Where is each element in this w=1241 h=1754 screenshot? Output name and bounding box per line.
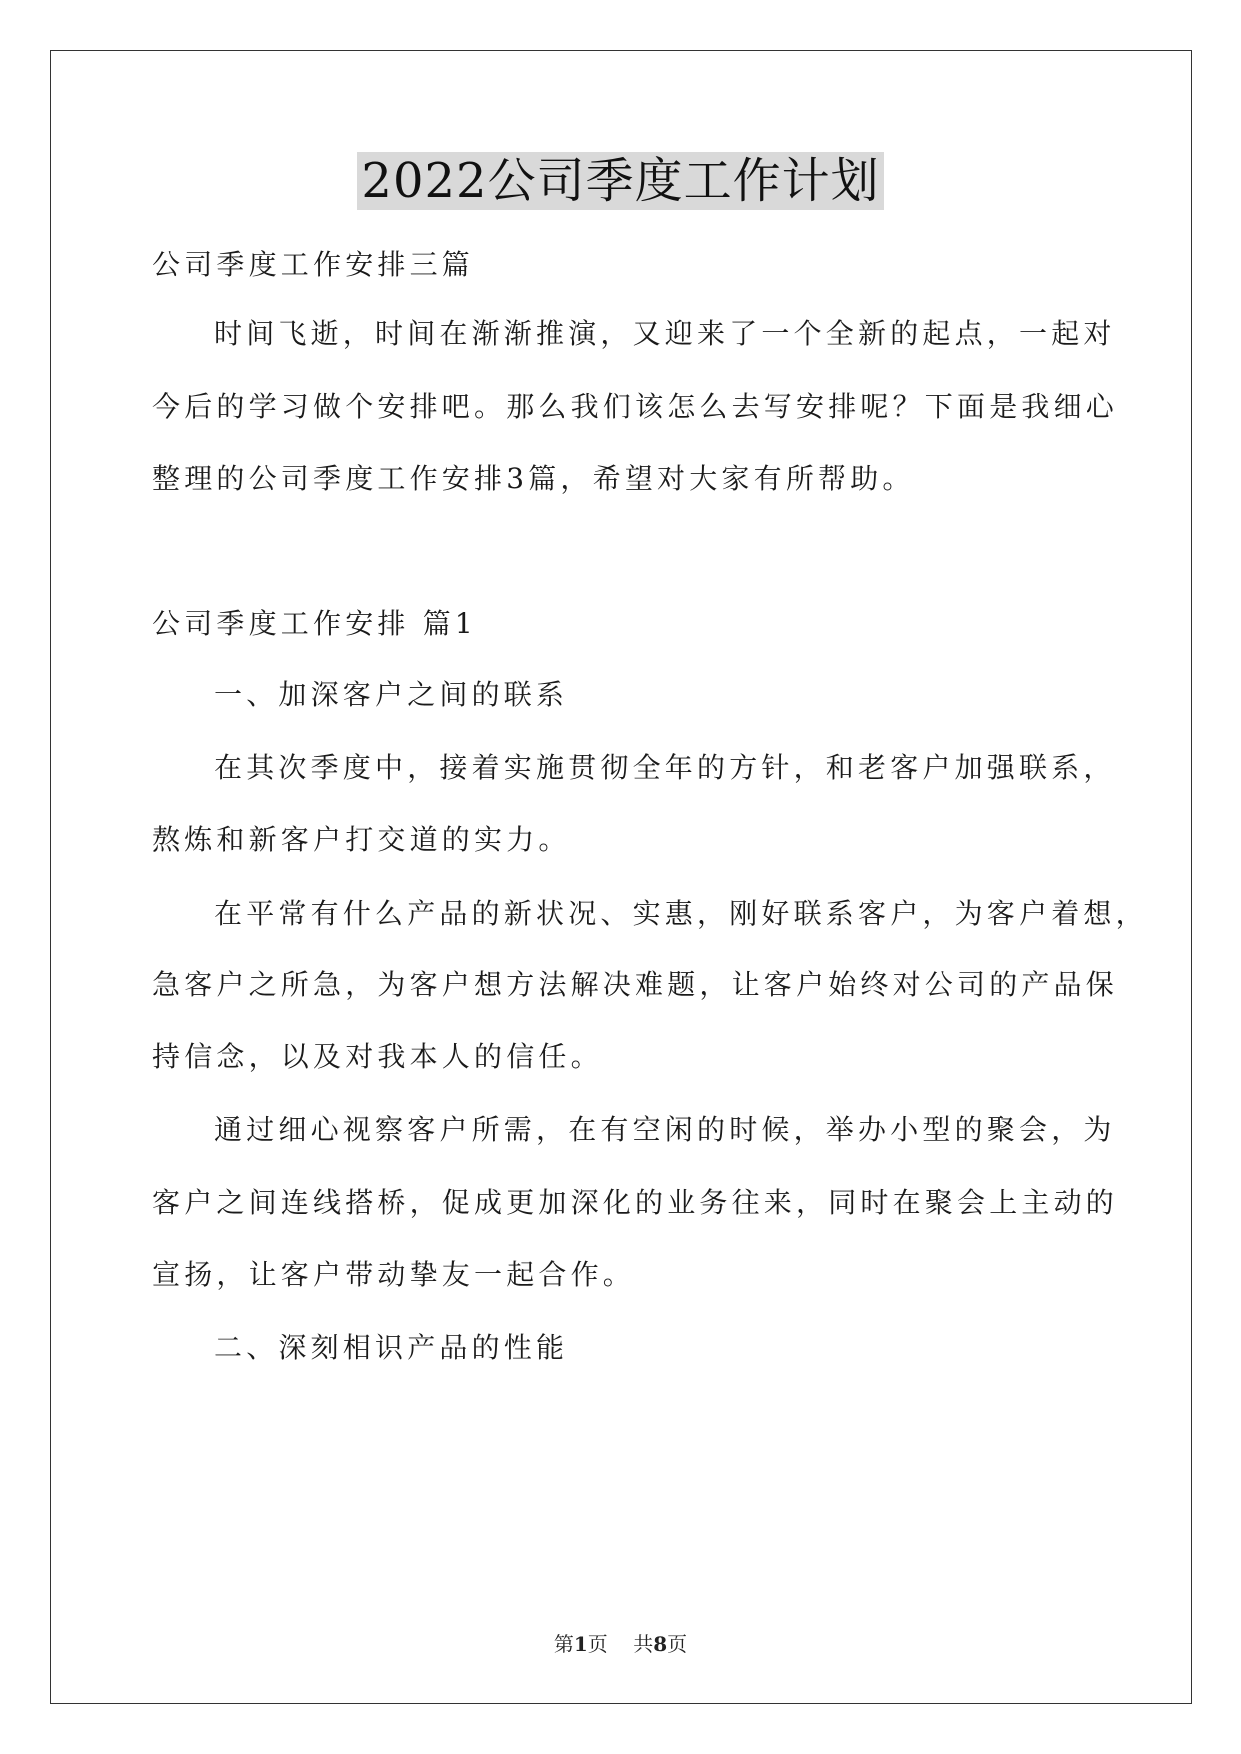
footer-total-pages: 8 [653,1632,668,1656]
paragraph-line: 今后的学习做个安排吧。那么我们该怎么去写安排呢？下面是我细心 [152,390,1119,423]
title-container [0,152,1241,210]
paragraph-line: 在平常有什么产品的新状况、实惠，刚好联系客户，为客户着想， [214,897,1148,930]
paragraph-line: 宣扬，让客户带动挚友一起合作。 [152,1258,636,1291]
footer-prefix: 第 [553,1632,574,1656]
paragraph-line: 熬炼和新客户打交道的实力。 [152,823,571,856]
paragraph-line: 在其次季度中，接着实施贯彻全年的方针，和老客户加强联系， [214,751,1116,784]
paragraph-line: 持信念，以及对我本人的信任。 [152,1040,603,1073]
section-heading: 公司季度工作安排 篇1 [152,607,477,640]
footer-page-number: 1 [573,1632,588,1656]
page-footer [0,1628,1241,1657]
footer-total-unit: 页 [667,1632,688,1656]
paragraph-line: 通过细心视察客户所需，在有空闲的时候，举办小型的聚会，为 [214,1113,1116,1146]
document-subtitle: 公司季度工作安排三篇 [152,248,475,281]
subsection-heading: 一、加深客户之间的联系 [214,678,569,711]
paragraph-line: 整理的公司季度工作安排3篇，希望对大家有所帮助。 [152,462,915,495]
document-title: 2022公司季度工作计划 [357,152,883,210]
paragraph-line: 时间飞逝，时间在渐渐推演，又迎来了一个全新的起点，一起对 [214,317,1116,350]
footer-total-prefix: 共 [633,1632,654,1656]
footer-page-unit: 页 [587,1632,608,1656]
page-border [50,50,1192,1704]
paragraph-line: 客户之间连线搭桥，促成更加深化的业务往来，同时在聚会上主动的 [152,1186,1119,1219]
subsection-heading: 二、深刻相识产品的性能 [214,1331,569,1364]
paragraph-line: 急客户之所急，为客户想方法解决难题，让客户始终对公司的产品保 [152,968,1119,1001]
